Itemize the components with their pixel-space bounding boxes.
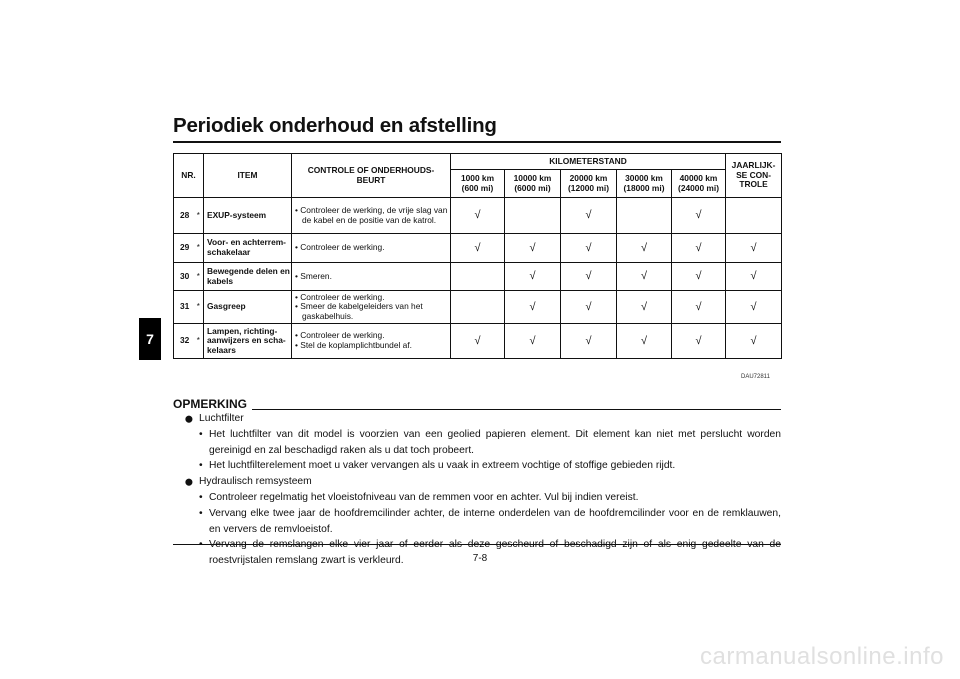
km-value: 10000 km	[513, 172, 552, 183]
sub-bullet-icon: •	[199, 507, 203, 519]
page-title: Periodiek onderhoud en afstelling	[173, 114, 497, 137]
check-mark	[617, 198, 672, 234]
check-mark: √	[561, 291, 617, 324]
row-number: 32	[174, 324, 194, 359]
header-km-1	[505, 170, 561, 198]
check-mark: √	[561, 324, 617, 359]
control-line: • Controleer de werking.	[295, 242, 385, 253]
note-rule	[252, 409, 781, 410]
note-item	[185, 474, 781, 490]
header-km-2	[561, 170, 617, 198]
title-rule	[173, 141, 781, 143]
check-mark: √	[726, 324, 782, 359]
header-annual: JAARLIJK-SE CON-TROLE	[726, 154, 782, 198]
row-item: Voor- en achterrem-schakelaar	[204, 234, 292, 263]
document-code: DAU72811	[741, 374, 770, 380]
chapter-tab: 7	[139, 318, 161, 360]
row-control	[292, 291, 451, 324]
mi-value: (6000 mi)	[514, 182, 551, 193]
sub-bullet-icon: •	[199, 428, 203, 440]
check-mark: √	[672, 324, 726, 359]
bottom-rule	[173, 544, 781, 545]
row-star: *	[194, 198, 204, 234]
row-item: Lampen, richting-aanwijzers en scha-kelaars	[204, 324, 292, 359]
check-mark: √	[672, 198, 726, 234]
table-row	[174, 291, 782, 324]
row-number: 31	[174, 291, 194, 324]
header-km-3	[617, 170, 672, 198]
check-mark: √	[617, 291, 672, 324]
check-mark: √	[672, 234, 726, 263]
check-mark: √	[451, 234, 505, 263]
check-mark	[451, 263, 505, 291]
note-subitem-text: Het luchtfilter van dit model is voorzien van een geolied papieren element. Dit element kan niet met perslucht worden gereinigd en zal beschadigd raken als u dat toch probeert.	[209, 428, 781, 456]
sub-bullet-icon: •	[199, 460, 203, 472]
table-row	[174, 234, 782, 263]
mi-value: (600 mi)	[461, 182, 494, 193]
row-star: *	[194, 234, 204, 263]
check-mark: √	[617, 263, 672, 291]
control-line: • Smeer de kabelgeleiders van het gaskabelhuis.	[295, 301, 423, 321]
check-mark: √	[672, 291, 726, 324]
km-value: 1000 km	[460, 172, 495, 183]
check-mark: √	[505, 263, 561, 291]
note-heading: OPMERKING	[173, 397, 248, 411]
row-control	[292, 324, 451, 359]
note-list	[185, 411, 781, 569]
note-subitem	[185, 458, 781, 474]
check-mark: √	[561, 263, 617, 291]
row-control	[292, 234, 451, 263]
page-number: 7-8	[472, 553, 488, 564]
table-row	[174, 263, 782, 291]
control-line: • Controleer de werking.	[295, 291, 385, 302]
note-subitem	[185, 490, 781, 506]
row-item: Bewegende delen en kabels	[204, 263, 292, 291]
mi-value: (24000 mi)	[678, 182, 719, 193]
check-mark	[451, 291, 505, 324]
header-km-0	[451, 170, 505, 198]
row-star: *	[194, 324, 204, 359]
watermark: carmanualsonline.info	[700, 643, 944, 670]
row-item: EXUP-systeem	[204, 198, 292, 234]
control-line: • Smeren.	[295, 270, 332, 281]
mi-value: (12000 mi)	[568, 182, 609, 193]
check-mark: √	[561, 234, 617, 263]
row-item: Gasgreep	[204, 291, 292, 324]
note-subitem-text: Vervang elke twee jaar de hoofdremcilinder achter, de interne onderdelen van de hoofdremcilinder voor en de remklauwen, en ververs de remvloeistof.	[209, 507, 781, 535]
header-item: ITEM	[204, 154, 292, 198]
note-item	[185, 411, 781, 427]
check-mark	[505, 198, 561, 234]
row-number: 29	[174, 234, 194, 263]
check-mark: √	[451, 198, 505, 234]
header-km-4	[672, 170, 726, 198]
table-row	[174, 198, 782, 234]
sub-bullet-icon: •	[199, 491, 203, 503]
row-number: 30	[174, 263, 194, 291]
km-value: 20000 km	[569, 172, 608, 183]
maintenance-table	[173, 153, 782, 359]
sub-bullet-icon	[199, 537, 203, 553]
check-mark: √	[505, 234, 561, 263]
control-line: • Stel de koplamplichtbundel af.	[295, 340, 412, 350]
row-control	[292, 198, 451, 234]
check-mark: √	[451, 324, 505, 359]
note-subitem	[185, 506, 781, 538]
row-number: 28	[174, 198, 194, 234]
row-star: *	[194, 263, 204, 291]
check-mark: √	[726, 234, 782, 263]
header-control: CONTROLE OF ONDERHOUDS-BEURT	[292, 154, 451, 198]
header-nr: NR.	[174, 154, 204, 198]
control-line: • Controleer de werking, de vrije slag van de kabel en de positie van de katrol.	[295, 204, 448, 225]
note-label: Luchtfilter	[199, 413, 244, 424]
check-mark: √	[617, 234, 672, 263]
row-control	[292, 263, 451, 291]
check-mark: √	[672, 263, 726, 291]
check-mark: √	[726, 263, 782, 291]
check-mark: √	[726, 291, 782, 324]
table-row	[174, 324, 782, 359]
note-subitem-text: Het luchtfilterelement moet u vaker vervangen als u vaak in extreem vochtige of stoffige gebieden rijdt.	[209, 460, 676, 472]
km-value: 30000 km	[625, 172, 663, 183]
check-mark: √	[505, 324, 561, 359]
km-value: 40000 km	[679, 172, 718, 183]
note-subitem-text: roestvrijstalen remslang zwart is verkleurd.	[209, 555, 404, 567]
check-mark: √	[505, 291, 561, 324]
row-star: *	[194, 291, 204, 324]
check-mark: √	[561, 198, 617, 234]
header-kilometerstand: KILOMETERSTAND	[451, 154, 726, 170]
bullet-icon: ⬤	[185, 416, 193, 423]
check-mark	[726, 198, 782, 234]
note-label: Hydraulisch remsysteem	[199, 476, 312, 488]
bullet-icon: ⬤	[185, 479, 193, 487]
check-mark: √	[617, 324, 672, 359]
note-subitem-text: Controleer regelmatig het vloeistofniveau van de remmen voor en achter. Vul bij indien vereist.	[209, 491, 639, 503]
note-subitem	[185, 427, 781, 459]
control-line: • Controleer de werking.	[295, 330, 385, 341]
mi-value: (18000 mi)	[623, 182, 665, 193]
